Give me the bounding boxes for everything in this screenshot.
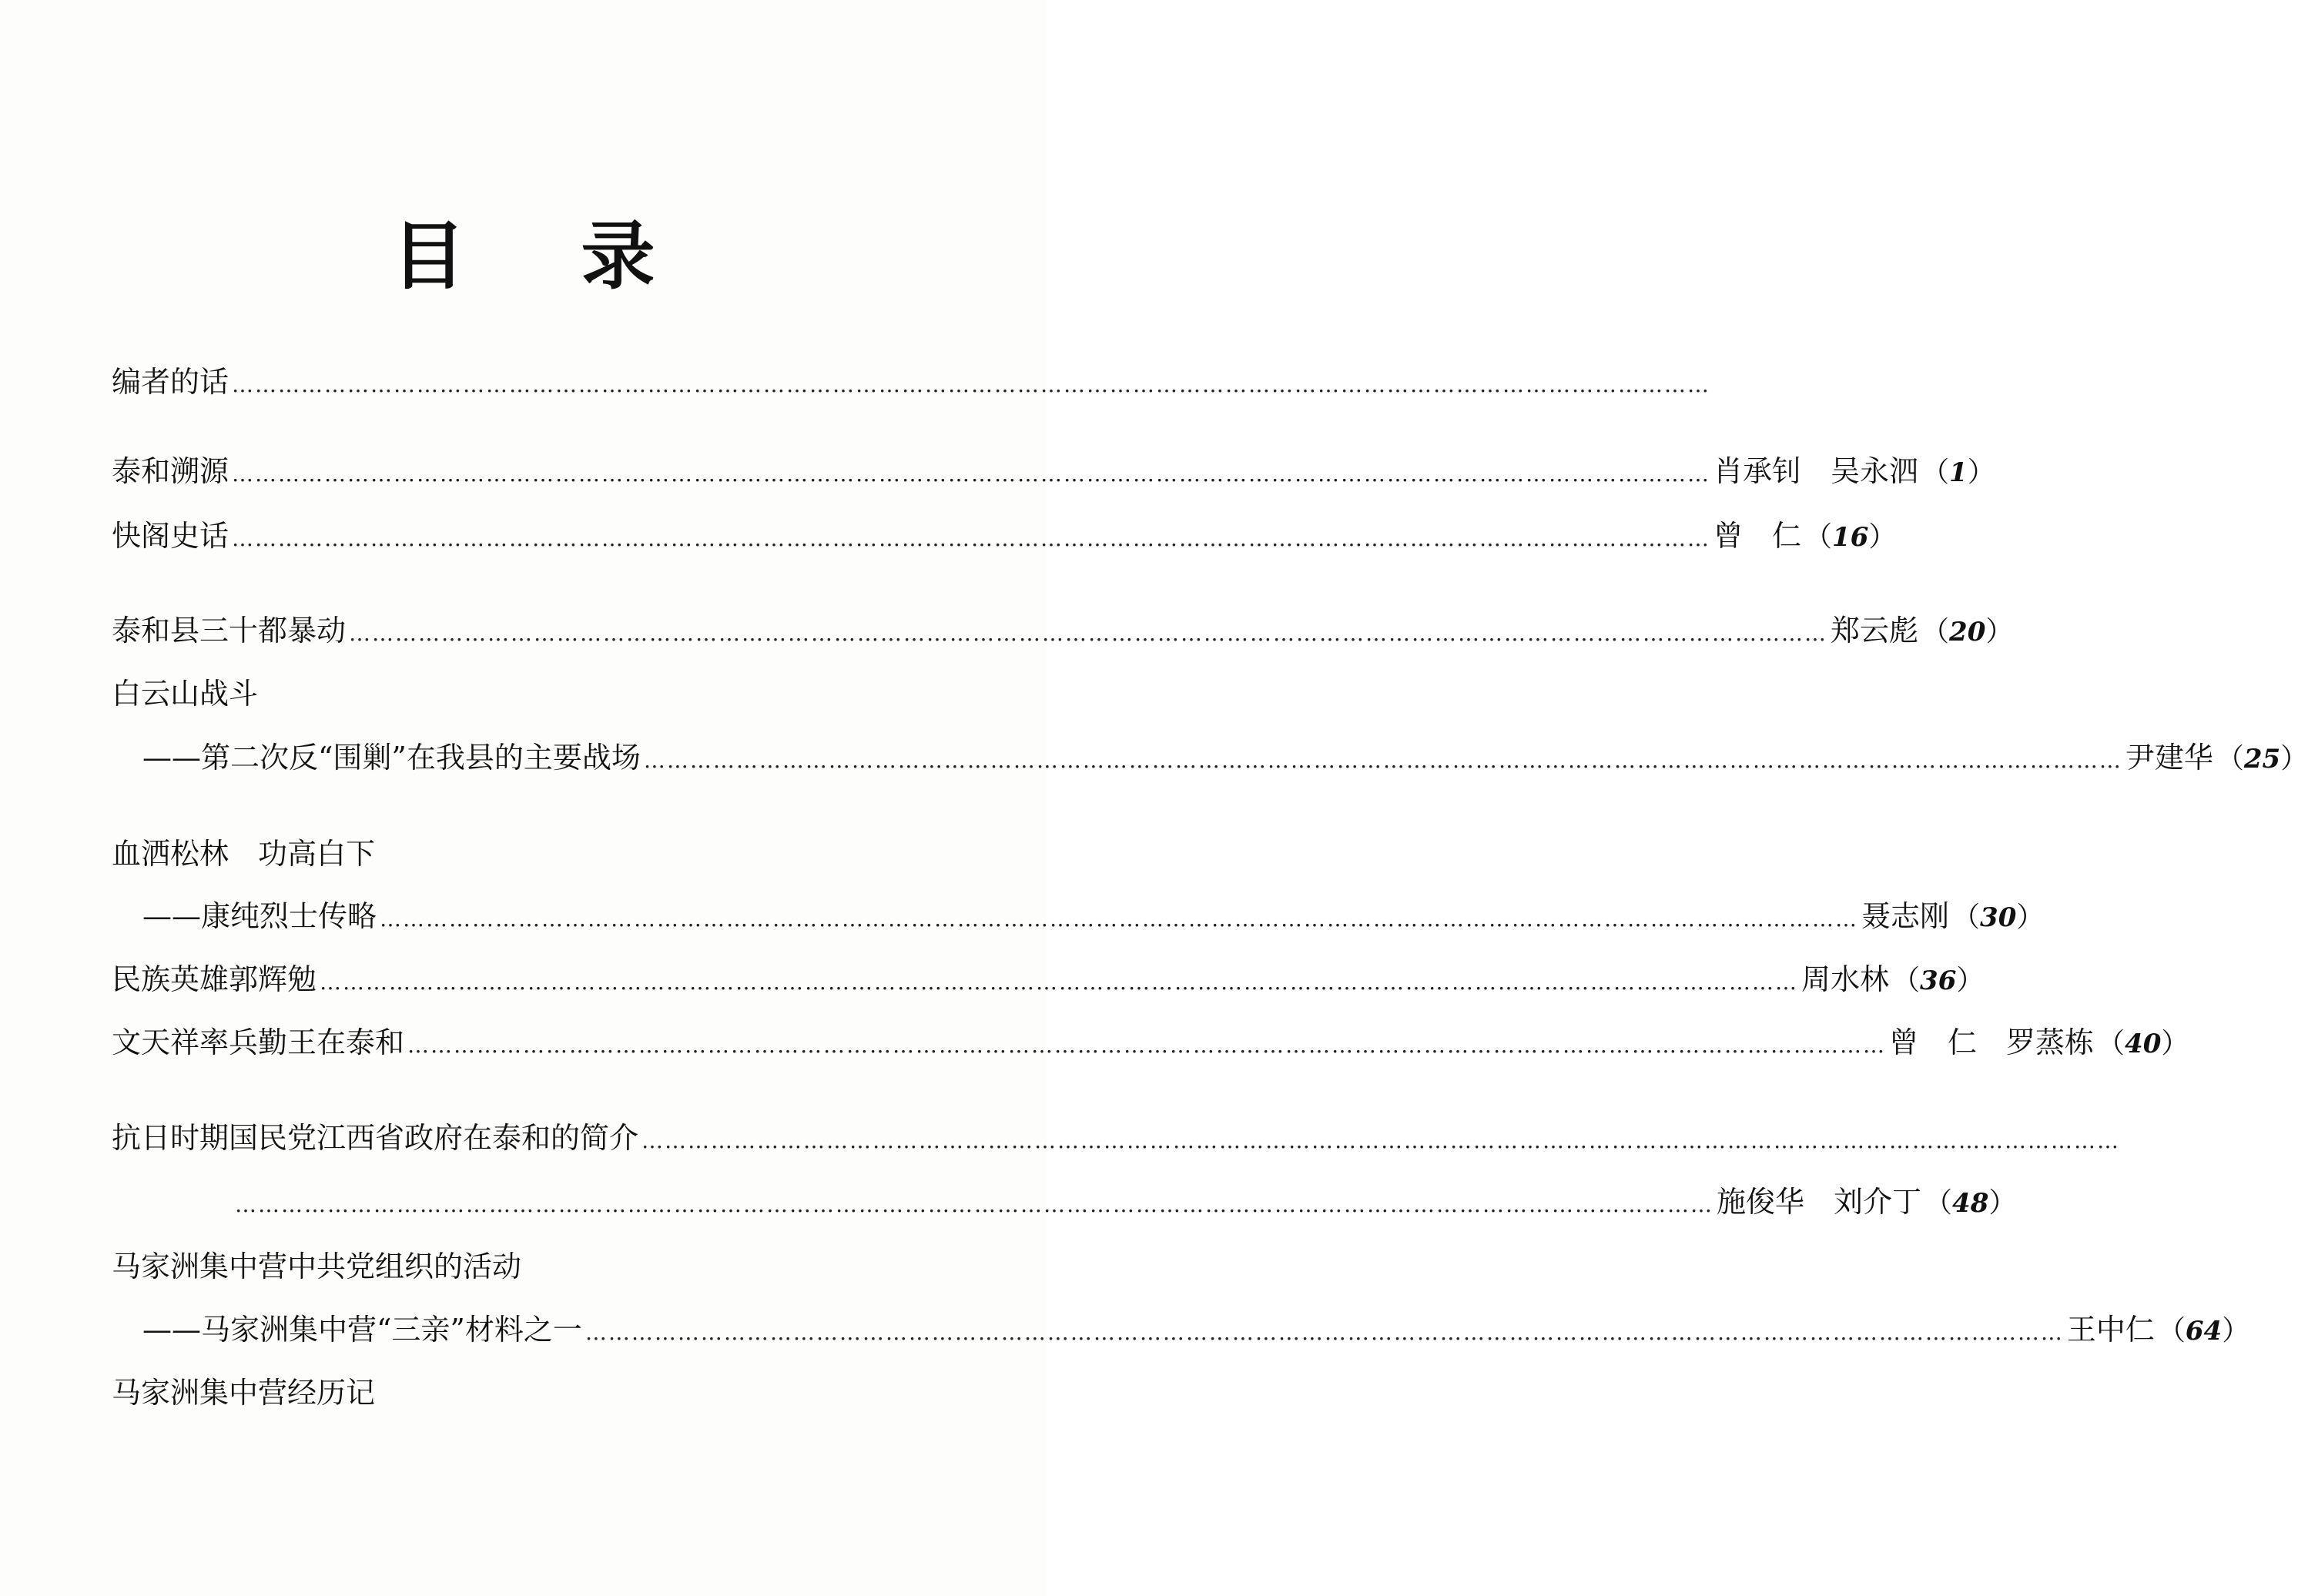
entry-title: 马家洲集中营经历记 <box>112 1376 376 1410</box>
toc-entry-subtitle[interactable] <box>142 898 2045 938</box>
toc-entry-heading[interactable] <box>112 1374 375 1411</box>
entry-author: 尹建华 <box>2125 741 2213 775</box>
entry-title: 白云山战斗 <box>112 677 259 711</box>
toc-entry-heading[interactable] <box>112 1248 521 1285</box>
toc-entry[interactable] <box>112 453 1995 493</box>
entry-title: 血洒松林 功高白下 <box>112 837 376 871</box>
entry-author: 聂志刚 <box>1861 899 1950 933</box>
toc-entry[interactable] <box>112 612 2014 652</box>
entry-title: 马家洲集中营中共党组织的活动 <box>112 1250 522 1283</box>
toc-entry-subtitle[interactable] <box>142 739 2308 779</box>
entry-page: （40） <box>2097 1028 2189 1059</box>
leader-dots: ………………………………………………………………………………………………………………………………………………………………………… <box>349 621 1828 646</box>
entry-title: 泰和县三十都暴动 <box>112 614 347 647</box>
toc-entry[interactable] <box>112 961 1985 1001</box>
title-char-1: 目 <box>391 213 466 299</box>
toc-entry-heading[interactable] <box>112 1119 2121 1159</box>
entry-author: 肖承钊 吴永泗 <box>1713 454 1919 488</box>
leader-dots: ………………………………………………………………………………………………………………………………………………………………………… <box>232 461 1711 487</box>
entry-author: 王中仁 <box>2066 1313 2155 1347</box>
leader-dots: ………………………………………………………………………………………………………………………………………………………………………… <box>407 1032 1887 1058</box>
toc-entry-continuation[interactable] <box>235 1183 2017 1223</box>
toc-entry-heading[interactable] <box>112 835 375 872</box>
leader-dots: ………………………………………………………………………………………………………………………………………………………………………… <box>380 906 1859 932</box>
entry-page: （16） <box>1804 521 1897 553</box>
entry-page: （48） <box>1924 1187 2017 1219</box>
entry-author: 郑云彪 <box>1831 614 1919 647</box>
entry-title: ——第二次反“围剿”在我县的主要战场 <box>142 741 641 775</box>
leader-dots: ………………………………………………………………………………………………………………………………………………………………………… <box>232 372 1711 397</box>
toc-entry[interactable] <box>112 1024 2189 1064</box>
entry-title: ——康纯烈士传略 <box>142 899 377 933</box>
entry-page: （1） <box>1921 457 1995 488</box>
entry-author: 施俊华 刘介丁 <box>1717 1185 1922 1219</box>
entry-page: （25） <box>2216 743 2308 775</box>
entry-title: 编者的话 <box>112 365 229 399</box>
entry-title: 民族英雄郭辉勉 <box>112 962 317 996</box>
leader-dots: ………………………………………………………………………………………………………………………………………………………………………… <box>643 748 2122 773</box>
entry-title: 快阁史话 <box>112 519 229 553</box>
leader-dots: ………………………………………………………………………………………………………………………………………………………………………… <box>320 969 1799 995</box>
leader-dots: ………………………………………………………………………………………………………………………………………………………………………… <box>585 1320 2064 1345</box>
entry-author: 曾 仁 罗蒸栋 <box>1889 1026 2095 1059</box>
entry-page: （30） <box>1952 902 2045 933</box>
toc-entry[interactable] <box>112 517 1897 557</box>
entry-title: 文天祥率兵勤王在泰和 <box>112 1026 405 1059</box>
toc-entry-heading[interactable] <box>112 675 258 712</box>
entry-page: （64） <box>2157 1315 2250 1347</box>
leader-dots: ………………………………………………………………………………………………………………………………………………………………………… <box>235 1192 1713 1217</box>
title-char-2: 录 <box>581 213 655 299</box>
leader-dots: ………………………………………………………………………………………………………………………………………………………………………… <box>232 526 1711 551</box>
toc-entry-subtitle[interactable] <box>142 1311 2250 1351</box>
entry-title: ——马家洲集中营“三亲”材料之一 <box>142 1313 582 1347</box>
toc-entry-editors-note[interactable] <box>112 363 1711 403</box>
entry-title: 抗日时期国民党江西省政府在泰和的简介 <box>112 1121 639 1155</box>
entry-page: （20） <box>1921 616 2014 647</box>
entry-author: 曾 仁 <box>1713 519 1802 553</box>
leader-dots: ………………………………………………………………………………………………………………………………………………………………………… <box>641 1128 2121 1153</box>
entry-title: 泰和溯源 <box>112 454 229 488</box>
page-title <box>0 214 1047 299</box>
entry-page: （36） <box>1892 965 1985 996</box>
entry-author: 周水林 <box>1801 962 1890 996</box>
